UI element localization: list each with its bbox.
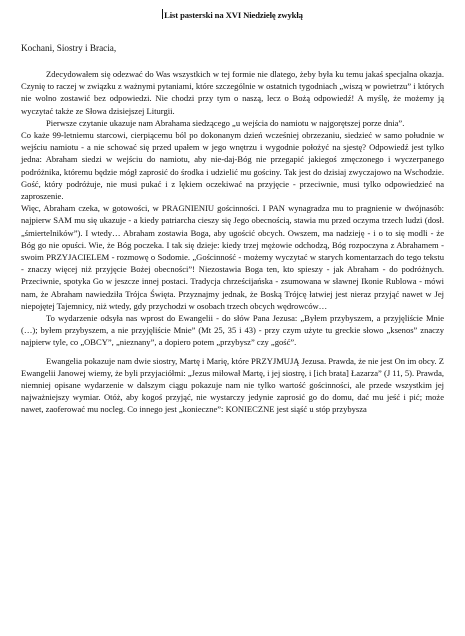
text-cursor — [162, 9, 163, 19]
paragraph: Ewangelia pokazuje nam dwie siostry, Martę i Marię, które PRZYJMUJĄ Jezusa. Prawda, że nie jest On im obcy. Z Ewangelii Janowej wiemy, że byli przyjaciółmi: „Jezus miłował Martę, i jej siostrę, i [ich brata] Łazarza” (J 11, 5). Prawda, niemniej opisane wydarzenie w dalszym ciągu pokazuje nam nie tylko wartość gościnności, ale przede wszystkim jej najważniejszy wymiar. Otóż, aby kogoś przyjąć, nie wystarczy jedynie zaprosić go do domu, dać mu jeść i pić; może nawet, zaoferować mu nocleg. Co innego jest „konieczne”: KONIECZNE jest siąść u stóp przybysza — [21, 355, 444, 415]
letter-body — [21, 68, 444, 416]
paragraph: Co każe 99-letniemu starcowi, cierpiącemu ból po dokonanym dzień wcześniej obrzezaniu, siedzieć w samo południe w wejściu namiotu - a nie schować się przed upałem w jego wnętrzu i wygodnie położyć na sjestę? Odpowiedź jest tylko jedna: Abraham siedzi w wejściu do namiotu, aby nie-daj-Bóg nie przegapić jakiegoś zmęczonego i wyczerpanego podróżnika, któremu będzie mógł zaprosić do środka i udzielić mu gościny. Tak jest do dzisiaj zwyczajowo na Wschodzie. Gość, który podróżuje, nie musi pukać i z lękiem oczekiwać na przyjęcie - przeciwnie, musi tylko odpowiedzieć na zaproszenie. — [21, 130, 444, 202]
paragraph: Pierwsze czytanie ukazuje nam Abrahama siedzącego „u wejścia do namiotu w najgorętszej porze dnia”. — [46, 117, 405, 128]
document-title-text: List pasterski na XVI Niedzielę zwykłą — [164, 10, 303, 20]
greeting: Kochani, Siostry i Bracia, — [21, 43, 117, 53]
paragraph: To wydarzenie odsyła nas wprost do Ewangelii - do słów Pana Jezusa: „Byłem przybyszem, a przyjęliście Mnie (…); byłem przybyszem, a nie przyjęliście Mnie” (Mt 25, 35 i 43) - przy czym użyte tu greckie słowo „ksenos” znaczy najpierw tyle, co „OBCY”, „nieznany”, a dopiero potem „przybysz” czy „gość”. — [21, 313, 444, 348]
document-title — [0, 9, 465, 21]
paragraph: Więc, Abraham czeka, w gotowości, w PRAGNIENIU gościnności. I PAN wynagradza mu to pragnienie w dwójnasób: najpierw SAM mu się ukazuje - a kiedy patriarcha cieszy się Jego obecnością, stawia mu przed oczyma trzech ludzi (dosł. „śmiertelników”). I wtedy… Abraham zostawia Boga, aby ugościć obcych. Owszem, ma nadzieję - i o to się modli - że Bóg go nie opuści. Wie, że Bóg poczeka. I tak się dzieje: kiedy trzej mężowie odchodzą, Bóg rozpoczyna z Abrahamem - swoim PRZYJACIELEM - rozmowę o Sodomie. „Gościnność - możemy wyczytać w starych komentarzach do tego tekstu - znaczy więcej niż przyjęcie Bożej obecności”! Niezostawia Boga ten, kto spieszy - jak Abraham - do podróżnych. Przeciwnie, spotyka Go w jeszcze innej postaci. Tradycja chrześcijańska - zsumowana w sławnej Ikonie Rublowa - mówi nam, że Abraham nawiedziła Trójca Święta. Przyznajmy jednak, że Boską Trójcę łatwiej jest nieraz przyjąć nawet w Jej niepojętej Tajemnicy, niż wtedy, gdy przychodzi w osobach trzech obcych wędrowców… — [21, 203, 444, 311]
paragraph: Zdecydowałem się odezwać do Was wszystkich w tej formie nie dlatego, żeby była ku temu jakaś specjalna okazja. Czynię to raczej w związku z ważnymi pytaniami, które szczególnie w ostatnich tygodniach „wiszą w powietrzu” i których nie wolno zostawić bez odpowiedzi. Nie chodzi przy tym o naszą, lecz o Bożą odpowiedź! A myślę, że możemy ją wyczytać także ze Słowa dzisiejszej Liturgii. — [21, 69, 444, 116]
